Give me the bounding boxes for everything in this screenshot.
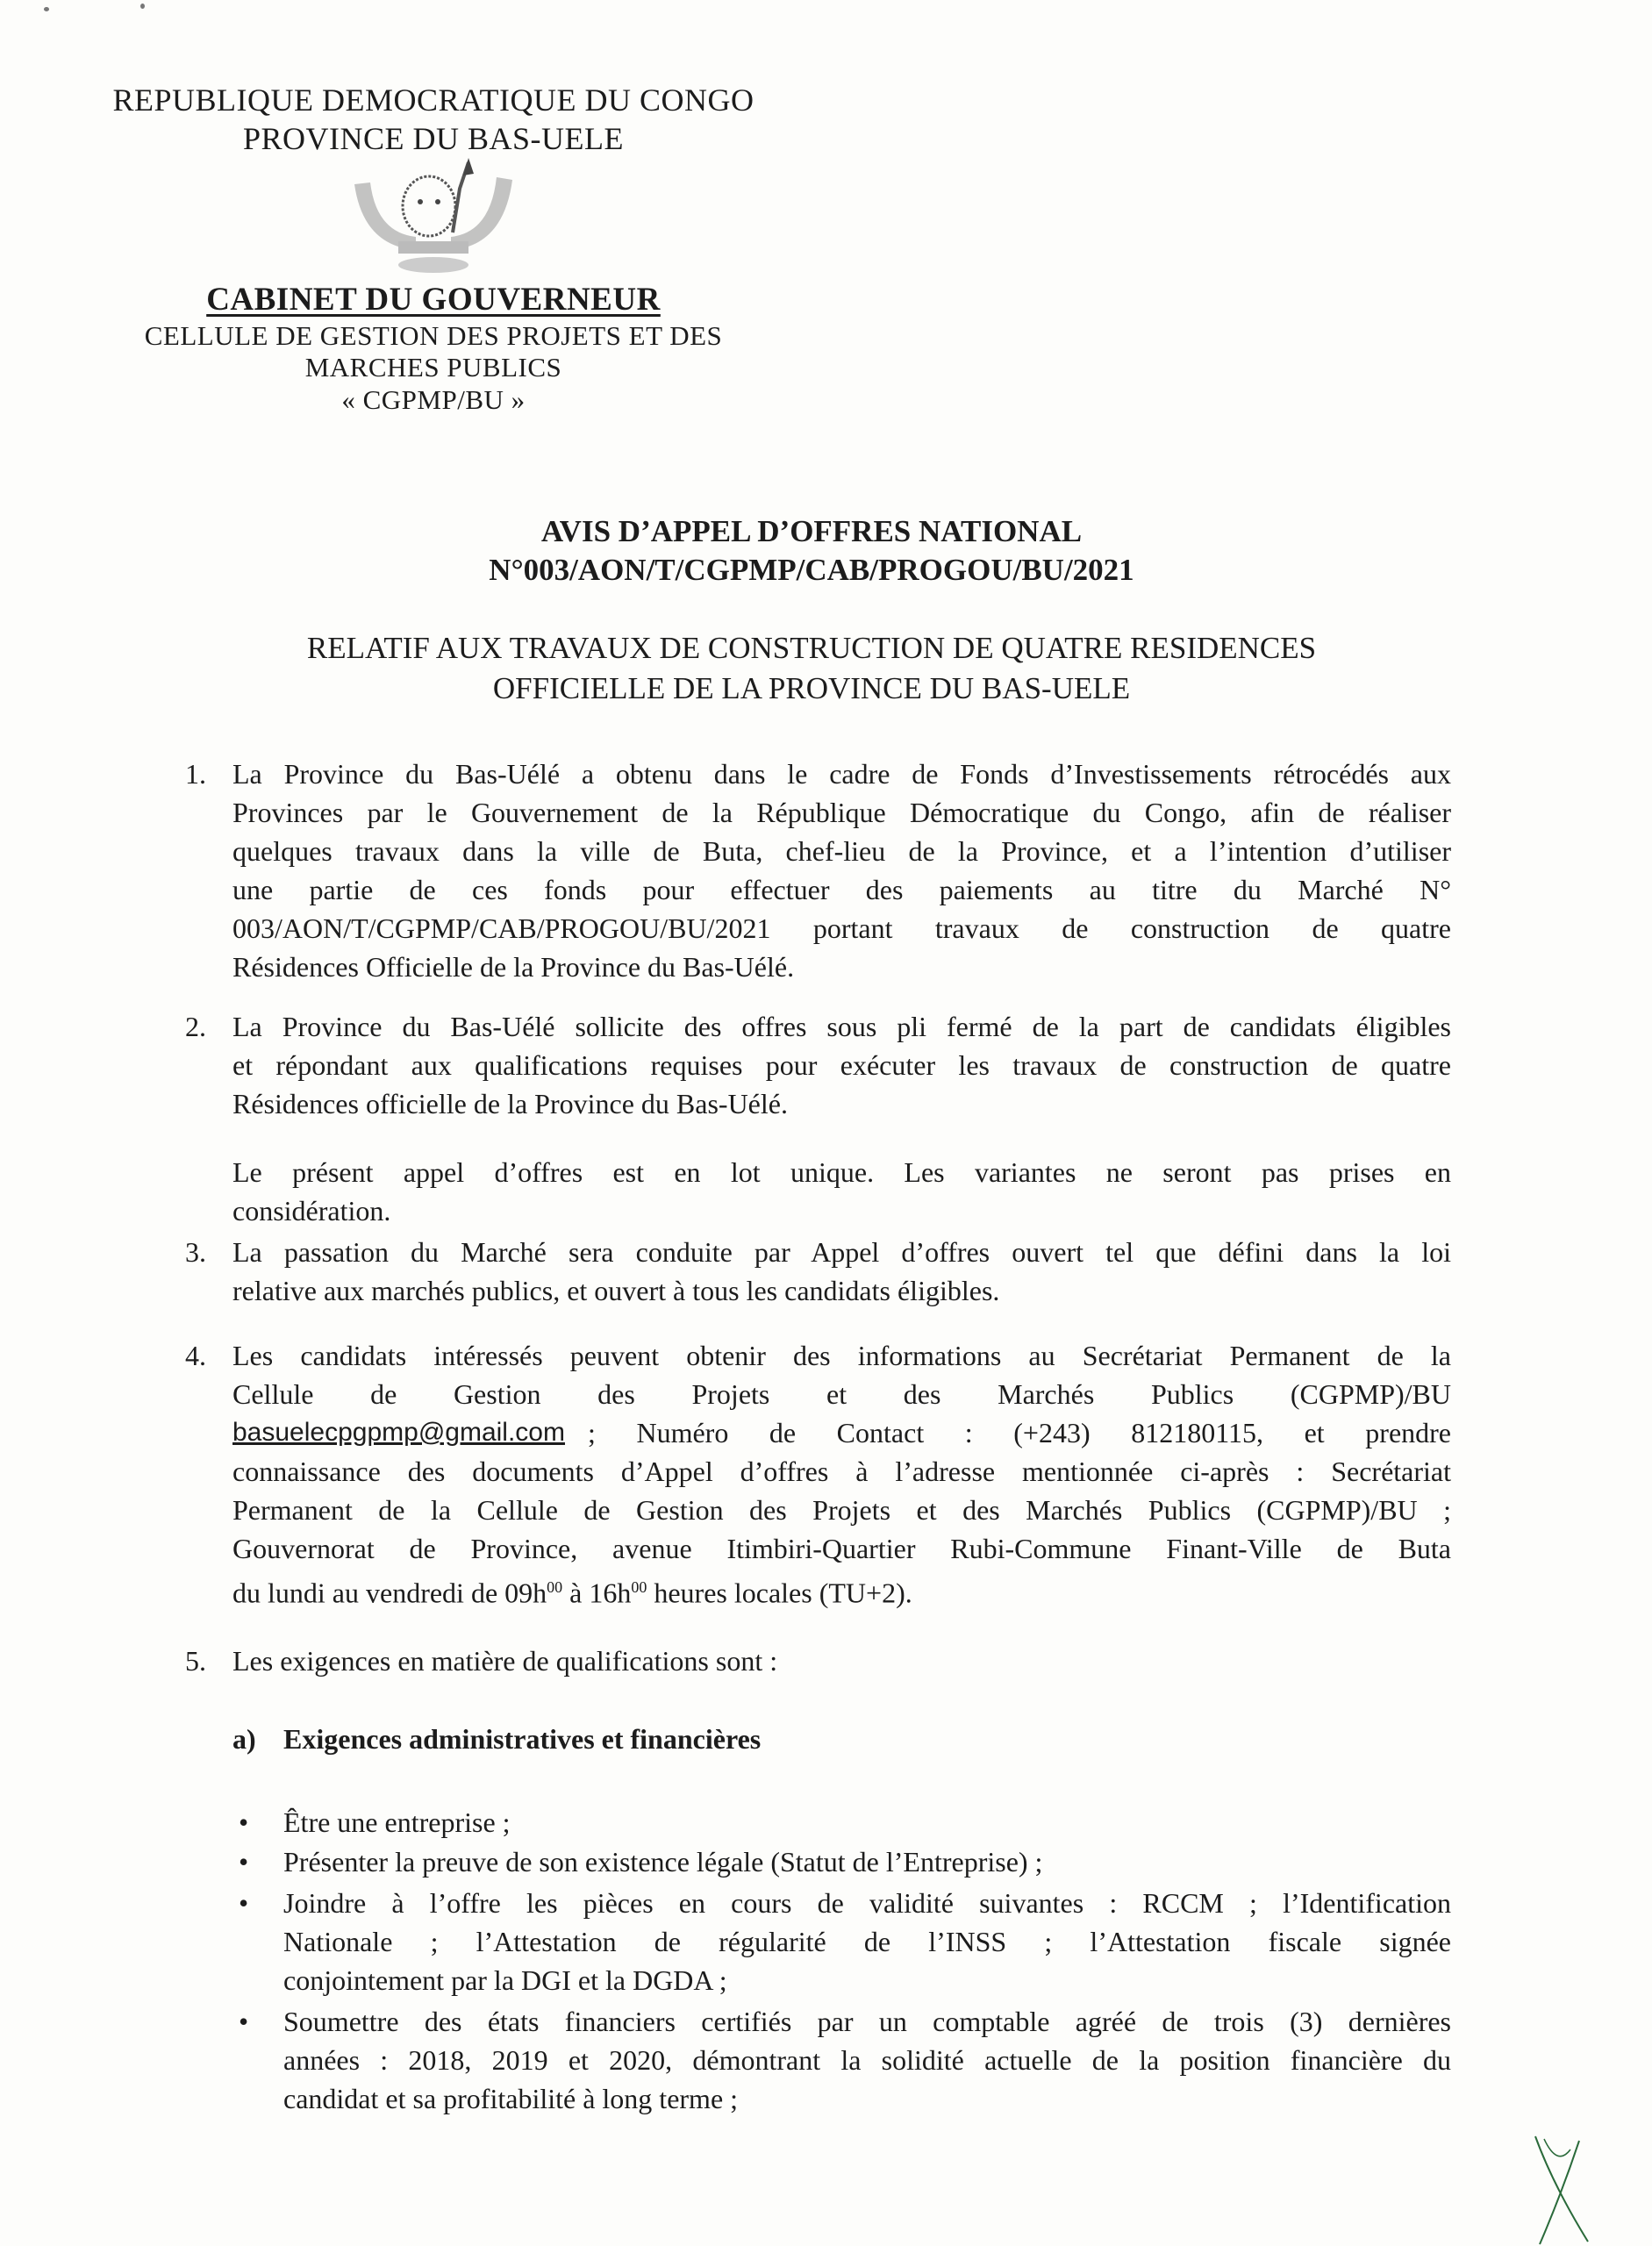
hours-sup: 00 xyxy=(547,1578,563,1596)
contact-email-link[interactable]: basuelecpgpmp@gmail.com xyxy=(232,1418,565,1447)
bullet-item: Présenter la preuve de son existence légale (Statut de l’Entreprise) ; xyxy=(283,1846,1043,1878)
notice-subject-line1: RELATIF AUX TRAVAUX DE CONSTRUCTION DE QUATRE RESIDENCES xyxy=(306,631,1317,665)
initials-signature-icon xyxy=(1527,2132,1597,2246)
item-number: 3. xyxy=(185,1236,206,1268)
text-line: connaissance des documents d’Appel d’offres à l’adresse mentionnée ci-après : Secrétariat xyxy=(232,1456,1451,1487)
text-line: Gouvernorat de Province, avenue Itimbiri-Quartier Rubi-Commune Finant-Ville de Buta xyxy=(232,1533,1451,1564)
paragraph-2b xyxy=(232,1153,1451,1230)
province-heading: PROVINCE DU BAS-UELE xyxy=(242,121,624,156)
text-line: La Province du Bas-Uélé a obtenu dans le cadre de Fonds d’Investissements rétrocédés aux xyxy=(232,758,1451,790)
bullet-item xyxy=(283,1884,1451,1999)
bullet-icon: • xyxy=(239,1887,249,1919)
text-line: La passation du Marché sera conduite par Appel d’offres ouvert tel que défini dans la loi xyxy=(232,1236,1451,1268)
hours-sup: 00 xyxy=(631,1578,647,1596)
text-line: une partie de ces fonds pour effectuer des paiements au titre du Marché N° xyxy=(232,874,1451,905)
text-line: années : 2018, 2019 et 2020, démontrant la solidité actuelle de la position financière du xyxy=(283,2044,1451,2076)
paragraph-1 xyxy=(232,755,1451,986)
text-line: Soumettre des états financiers certifiés par un comptable agréé de trois (3) dernières xyxy=(283,2006,1451,2037)
item-number: 1. xyxy=(185,758,206,790)
bullet-icon: • xyxy=(239,1846,249,1878)
cellule-heading-line2: MARCHES PUBLICS xyxy=(304,352,562,383)
text-line xyxy=(232,1413,1451,1452)
scan-speck xyxy=(140,4,145,9)
text-line: conjointement par la DGI et la DGDA ; xyxy=(283,1964,727,1996)
hours-prefix: du lundi au vendredi de 09h xyxy=(232,1577,547,1609)
text-line: Cellule de Gestion des Projets et des Marchés Publics (CGPMP)/BU xyxy=(232,1378,1451,1410)
text-line: 003/AON/T/CGPMP/CAB/PROGOU/BU/2021 portant travaux de construction de quatre xyxy=(232,912,1451,944)
text-line: Les candidats intéressés peuvent obtenir des informations au Secrétariat Permanent de la xyxy=(232,1340,1451,1371)
text-line: et répondant aux qualifications requises pour exécuter les travaux de construction de quatre xyxy=(232,1049,1451,1081)
item-number: 5. xyxy=(185,1645,206,1677)
paragraph-2 xyxy=(232,1007,1451,1123)
acronym-heading: « CGPMP/BU » xyxy=(341,384,526,415)
item-number: 2. xyxy=(185,1011,206,1042)
notice-reference: N°003/AON/T/CGPMP/CAB/PROGOU/BU/2021 xyxy=(489,553,1134,587)
coat-of-arms-icon xyxy=(337,158,530,276)
text-line: quelques travaux dans la ville de Buta, chef-lieu de la Province, et a l’intention d’utiliser xyxy=(232,835,1451,867)
text-line: Joindre à l’offre les pièces en cours de validité suivantes : RCCM ; l’Identification xyxy=(283,1887,1451,1919)
paragraph-4 xyxy=(232,1336,1451,1609)
scan-speck xyxy=(44,7,49,11)
contact-number-text: ; Numéro de Contact : (+243) 812180115, et prendre xyxy=(587,1417,1451,1448)
text-line: Nationale ; l’Attestation de régularité de l’INSS ; l’Attestation fiscale signée xyxy=(283,1926,1451,1957)
text-line: Résidences Officielle de la Province du Bas-Uélé. xyxy=(232,951,795,983)
text-line: Le présent appel d’offres est en lot unique. Les variantes ne seront pas prises en xyxy=(232,1156,1451,1188)
text-line: considération. xyxy=(232,1195,391,1227)
cabinet-heading: CABINET DU GOUVERNEUR xyxy=(206,282,661,318)
bullet-item xyxy=(283,2002,1451,2118)
paragraph-3 xyxy=(232,1233,1451,1310)
text-line: Résidences officielle de la Province du Bas-Uélé. xyxy=(232,1088,788,1119)
text-line: Provinces par le Gouvernement de la République Démocratique du Congo, afin de réaliser xyxy=(232,797,1451,828)
notice-subject-line2: OFFICIELLE DE LA PROVINCE DU BAS-UELE xyxy=(492,671,1131,705)
paragraph-5: Les exigences en matière de qualifications sont : xyxy=(232,1645,778,1677)
text-line: candidat et sa profitabilité à long terme ; xyxy=(283,2083,739,2114)
bullet-item: Être une entreprise ; xyxy=(283,1806,511,1838)
text-line: La Province du Bas-Uélé sollicite des offres sous pli fermé de la part de candidats éligibles xyxy=(232,1011,1451,1042)
text-line: relative aux marchés publics, et ouvert à tous les candidats éligibles. xyxy=(232,1275,1000,1306)
bullet-icon: • xyxy=(239,1806,249,1838)
section-title: Exigences administratives et financières xyxy=(283,1723,762,1755)
item-number: 4. xyxy=(185,1340,206,1371)
cellule-heading-line1: CELLULE DE GESTION DES PROJETS ET DES xyxy=(144,320,723,351)
hours-suffix: heures locales (TU+2). xyxy=(647,1577,912,1609)
office-hours-line xyxy=(232,1568,1451,1609)
text-line: Permanent de la Cellule de Gestion des Projets et des Marchés Publics (CGPMP)/BU ; xyxy=(232,1494,1451,1526)
section-label: a) xyxy=(232,1723,256,1755)
hours-mid: à 16h xyxy=(562,1577,632,1609)
country-heading: REPUBLIQUE DEMOCRATIQUE DU CONGO xyxy=(112,82,754,118)
bullet-icon: • xyxy=(239,2006,249,2037)
notice-title: AVIS D’APPEL D’OFFRES NATIONAL xyxy=(540,514,1083,548)
